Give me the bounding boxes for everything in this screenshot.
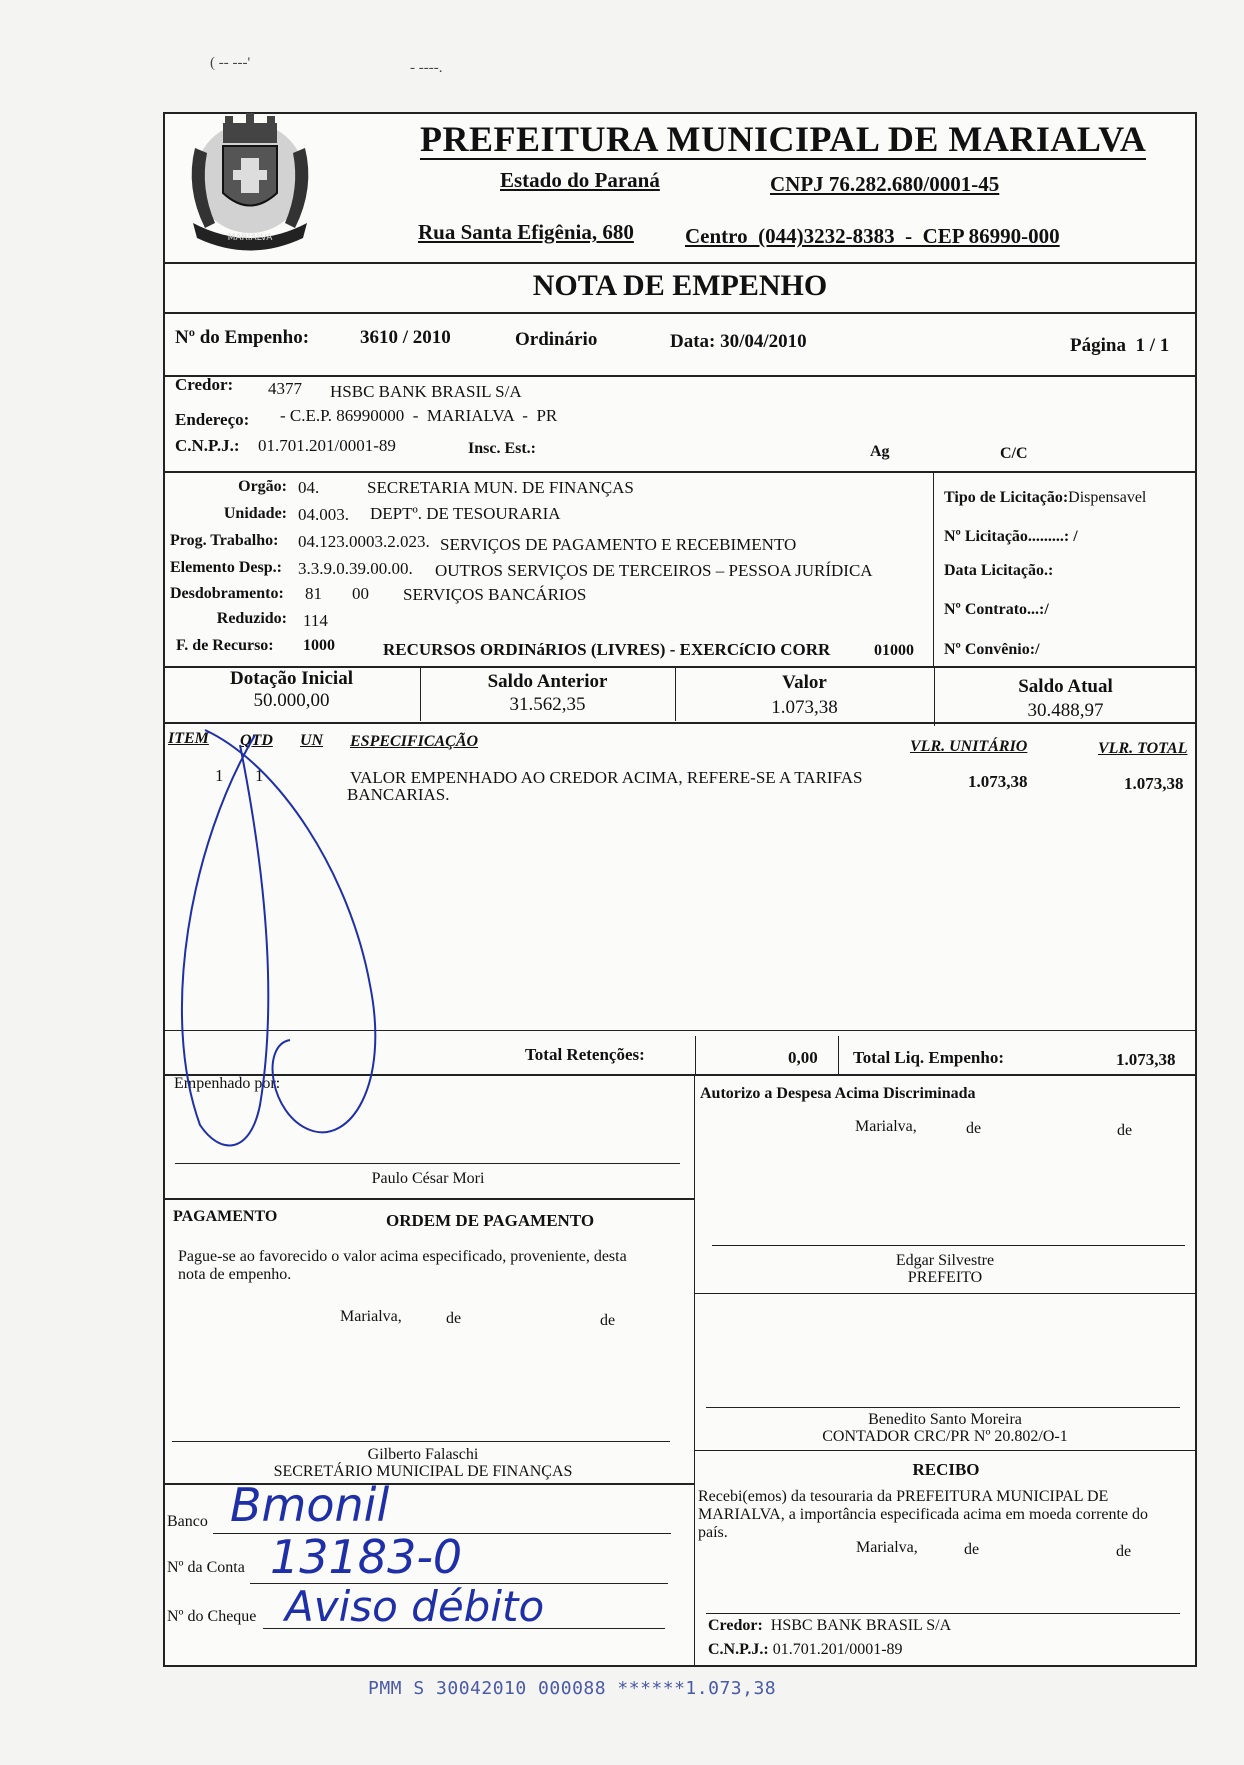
desdobramento-label: Desdobramento: [170, 585, 284, 602]
doc-title: NOTA DE EMPENHO [532, 269, 828, 302]
ordem-pagamento-title: ORDEM DE PAGAMENTO [386, 1211, 595, 1230]
autorizo-signer-name: Edgar Silvestre [895, 1252, 995, 1269]
divider [163, 312, 1197, 314]
saldo-atual-value: 30.488,97 [1027, 700, 1104, 721]
contrato-number: Nº Contrato...:/ [944, 601, 1049, 618]
empenho-date: Data: 30/04/2010 [670, 331, 807, 352]
recibo-cnpj-value: 01.701.201/0001-89 [772, 1641, 903, 1658]
top-mark-left: ( -- ---' [210, 55, 251, 71]
ag-label: Ag [870, 443, 890, 460]
total-liq-label: Total Liq. Empenho: [853, 1048, 1004, 1067]
credor-address: - C.E.P. 86990000 - MARIALVA - PR [280, 406, 558, 425]
item-vlr-unit: 1.073,38 [968, 772, 1028, 791]
empenhado-por-label: Empenhado por: [174, 1075, 281, 1092]
empenhado-por-name: Paulo César Mori [371, 1170, 485, 1187]
empenho-type: Ordinário [515, 329, 598, 350]
signature-line [712, 1245, 1185, 1246]
insc-est-label: Insc. Est.: [468, 440, 537, 457]
licitacao-type-label: Tipo de Licitação: [944, 489, 1069, 506]
contador-name: Benedito Santo Moreira [868, 1411, 1022, 1428]
elemento-desc: OUTROS SERVIÇOS DE TERCEIROS – PESSOA JURÍDICA [435, 561, 873, 580]
signature-scribble [160, 725, 420, 1165]
credor-code: 4377 [268, 379, 302, 398]
header-state: Estado do Paraná [500, 168, 660, 192]
licitacao-date: Data Licitação.: [944, 562, 1054, 579]
saldo-anterior-label: Saldo Anterior [487, 671, 608, 692]
prog-desc: SERVIÇOS DE PAGAMENTO E RECEBIMENTO [440, 535, 797, 554]
pagamento-city: Marialva, [340, 1308, 402, 1325]
valor-label: Valor [782, 672, 827, 693]
prog-code: 04.123.0003.2.023. [298, 532, 430, 551]
pagamento-text-line1: Pague-se ao favorecido o valor acima especificado, proveniente, desta [178, 1248, 627, 1265]
fonte-code2: 01000 [874, 642, 914, 659]
recibo-credor [708, 1617, 951, 1635]
autorizo-signer-role: PREFEITO [907, 1269, 983, 1286]
licitacao-divider [933, 471, 934, 668]
banco-label: Banco [167, 1513, 208, 1530]
signature-line [172, 1441, 670, 1442]
recibo-title: RECIBO [912, 1460, 980, 1479]
conta-label: Nº da Conta [167, 1559, 245, 1576]
orgao-desc: SECRETARIA MUN. DE FINANÇAS [367, 478, 634, 497]
empenho-number: 3610 / 2010 [360, 327, 451, 348]
item-number: 1 [215, 766, 224, 785]
header-cnpj: CNPJ 76.282.680/0001-45 [770, 172, 1000, 196]
valor-value: 1.073,38 [771, 697, 838, 718]
pagamento-de2: de [600, 1312, 616, 1329]
cc-label: C/C [1000, 445, 1028, 462]
recibo-de1: de [964, 1541, 980, 1558]
divider [163, 375, 1197, 377]
total-retencoes-label: Total Retenções: [525, 1045, 645, 1064]
banco-handwritten: Bmonil [230, 1478, 390, 1532]
divider [695, 1293, 1197, 1294]
item-desc-line1: VALOR EMPENHADO AO CREDOR ACIMA, REFERE-SE A TARIFAS [350, 768, 863, 787]
col-divider [695, 1036, 696, 1076]
reduzido-label: Reduzido: [216, 610, 287, 627]
item-vlr-total: 1.073,38 [1124, 774, 1184, 793]
conta-handwritten: 13183-0 [270, 1530, 463, 1584]
total-liq-value: 1.073,38 [1116, 1050, 1176, 1069]
elemento-code: 3.3.9.0.39.00.00. [298, 559, 413, 578]
reduzido-value: 114 [303, 611, 328, 630]
fonte-desc: RECURSOS ORDINáRIOS (LIVRES) - EXERCíCIO CORR [383, 640, 831, 659]
autorizo-city: Marialva, [855, 1118, 917, 1135]
header-street: Rua Santa Efigênia, 680 [418, 220, 634, 244]
col-qtd: QTD [240, 732, 273, 749]
unidade-desc: DEPTº. DE TESOURARIA [370, 504, 561, 523]
recibo-city: Marialva, [856, 1539, 918, 1556]
item-qtd: 1 [255, 766, 264, 785]
recibo-credor-name: HSBC BANK BRASIL S/A [770, 1617, 952, 1634]
svg-text:MARIALVA: MARIALVA [227, 233, 273, 243]
cheque-handwritten: Aviso débito [285, 1582, 545, 1631]
recibo-text-line3: país. [698, 1524, 728, 1541]
cheque-label: Nº do Cheque [167, 1608, 257, 1625]
col-vlr-total: VLR. TOTAL [1098, 740, 1188, 757]
credor-cnpj: 01.701.201/0001-89 [258, 436, 396, 455]
recibo-cnpj [708, 1641, 903, 1659]
licitacao-number: Nº Licitação.........: / [944, 528, 1078, 545]
pagamento-de1: de [446, 1310, 462, 1327]
col-especificacao: ESPECIFICAÇÃO [350, 733, 479, 750]
prog-label: Prog. Trabalho: [170, 532, 279, 549]
orgao-label: Orgão: [238, 478, 287, 495]
licitacao-type [944, 489, 1146, 507]
unidade-code: 04.003. [298, 505, 349, 524]
contador-role: CONTADOR CRC/PR Nº 20.802/O-1 [822, 1428, 1068, 1445]
total-retencoes-value: 0,00 [788, 1048, 818, 1067]
divider [163, 262, 1197, 264]
unidade-label: Unidade: [223, 505, 287, 522]
recibo-credor-label: Credor: [708, 1617, 763, 1634]
recibo-de2: de [1116, 1543, 1132, 1560]
col-un: UN [300, 732, 324, 749]
desdobramento-code2: 00 [352, 584, 369, 603]
divider [163, 1198, 694, 1200]
autorizo-title: Autorizo a Despesa Acima Discriminada [700, 1085, 976, 1102]
section-divider [694, 1074, 695, 1667]
pagamento-label: PAGAMENTO [173, 1208, 278, 1225]
pagamento-signer-role: SECRETÁRIO MUNICIPAL DE FINANÇAS [273, 1463, 573, 1480]
cnpj-label: C.N.P.J.: [175, 436, 240, 455]
signature-line [706, 1613, 1180, 1614]
col-item: ITEM [168, 730, 209, 747]
fonte-code: 1000 [303, 637, 335, 654]
recibo-text-line1: Recebi(emos) da tesouraria da PREFEITURA MUNICIPAL DE [698, 1488, 1109, 1505]
saldo-atual-label: Saldo Atual [1018, 676, 1113, 697]
elemento-label: Elemento Desp.: [170, 559, 282, 576]
empenho-number-label: Nº do Empenho: [175, 327, 310, 348]
payment-stamp: PMM S 30042010 000088 ******1.073,38 [368, 1678, 777, 1699]
coat-of-arms-logo [175, 108, 325, 258]
col-divider [838, 1036, 839, 1074]
divider [695, 1450, 1197, 1451]
top-mark-mid: - ----. [410, 60, 443, 76]
endereco-label: Endereço: [175, 410, 250, 429]
divider [163, 471, 1197, 473]
empenho-page: Página 1 / 1 [1070, 335, 1170, 356]
dotacao-inicial-label: Dotação Inicial [230, 668, 353, 689]
col-vlr-unitario: VLR. UNITÁRIO [910, 738, 1028, 755]
prefeitura-title: PREFEITURA MUNICIPAL DE MARIALVA [420, 119, 1147, 159]
licitacao-type-value: Dispensavel [1068, 489, 1147, 506]
credor-label: Credor: [175, 375, 234, 394]
autorizo-de2: de [1117, 1122, 1133, 1139]
saldo-anterior-value: 31.562,35 [509, 694, 586, 715]
credor-name: HSBC BANK BRASIL S/A [330, 382, 522, 401]
pagamento-text-line2: nota de empenho. [178, 1266, 292, 1283]
recibo-text-line2: MARIALVA, a importância especificada acima em moeda corrente do [698, 1506, 1149, 1523]
convenio-number: Nº Convênio:/ [944, 641, 1040, 658]
divider [163, 722, 1197, 724]
desdobramento-desc: SERVIÇOS BANCÁRIOS [403, 585, 587, 604]
orgao-code: 04. [298, 478, 320, 497]
dotacao-inicial-value: 50.000,00 [253, 690, 330, 711]
recibo-cnpj-label: C.N.P.J.: [708, 1641, 769, 1658]
header-address: Centro (044)3232-8383 - CEP 86990-000 [685, 224, 1060, 248]
item-desc-line2: BANCARIAS. [347, 785, 450, 804]
autorizo-de1: de [966, 1120, 982, 1137]
desdobramento-code1: 81 [305, 584, 322, 603]
signature-line [706, 1407, 1180, 1408]
fonte-label: F. de Recurso: [176, 637, 274, 654]
pagamento-signer-name: Gilberto Falaschi [367, 1446, 479, 1463]
